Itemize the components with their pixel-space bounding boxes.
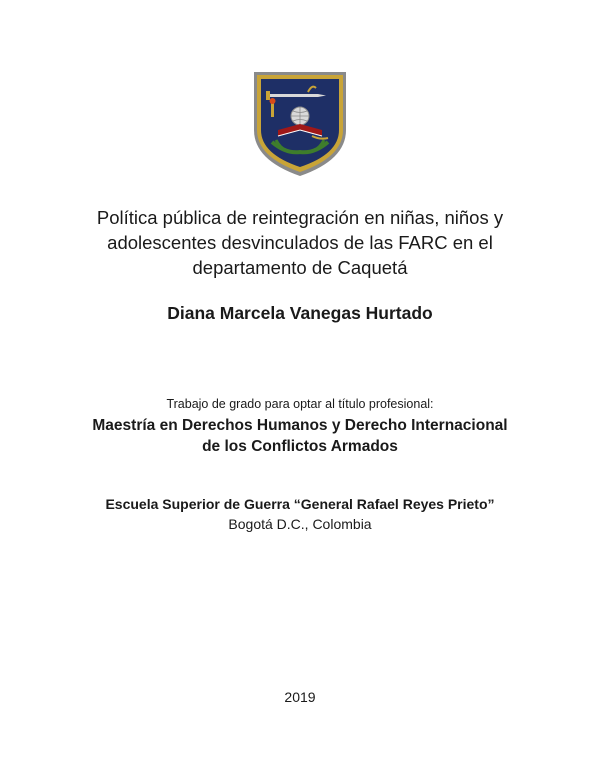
degree-intro: Trabajo de grado para optar al título profesional: bbox=[166, 397, 434, 411]
institution-name: Escuela Superior de Guerra “General Rafael Reyes Prieto” bbox=[105, 496, 495, 512]
title-line: departamento de Caquetá bbox=[192, 257, 408, 278]
title-line: adolescentes desvinculados de las FARC en el bbox=[107, 232, 493, 253]
author-name: Diana Marcela Vanegas Hurtado bbox=[167, 303, 433, 323]
degree-name-line: Maestría en Derechos Humanos y Derecho Internacional bbox=[92, 417, 508, 434]
military-school-shield-icon bbox=[252, 70, 348, 178]
degree-name bbox=[0, 415, 600, 457]
title-line: Política pública de reintegración en niñas, niños y bbox=[96, 207, 504, 228]
document-title bbox=[0, 205, 600, 280]
institution-city: Bogotá D.C., Colombia bbox=[228, 516, 372, 532]
degree-name-line: de los Conflictos Armados bbox=[202, 438, 398, 455]
year: 2019 bbox=[284, 689, 316, 705]
